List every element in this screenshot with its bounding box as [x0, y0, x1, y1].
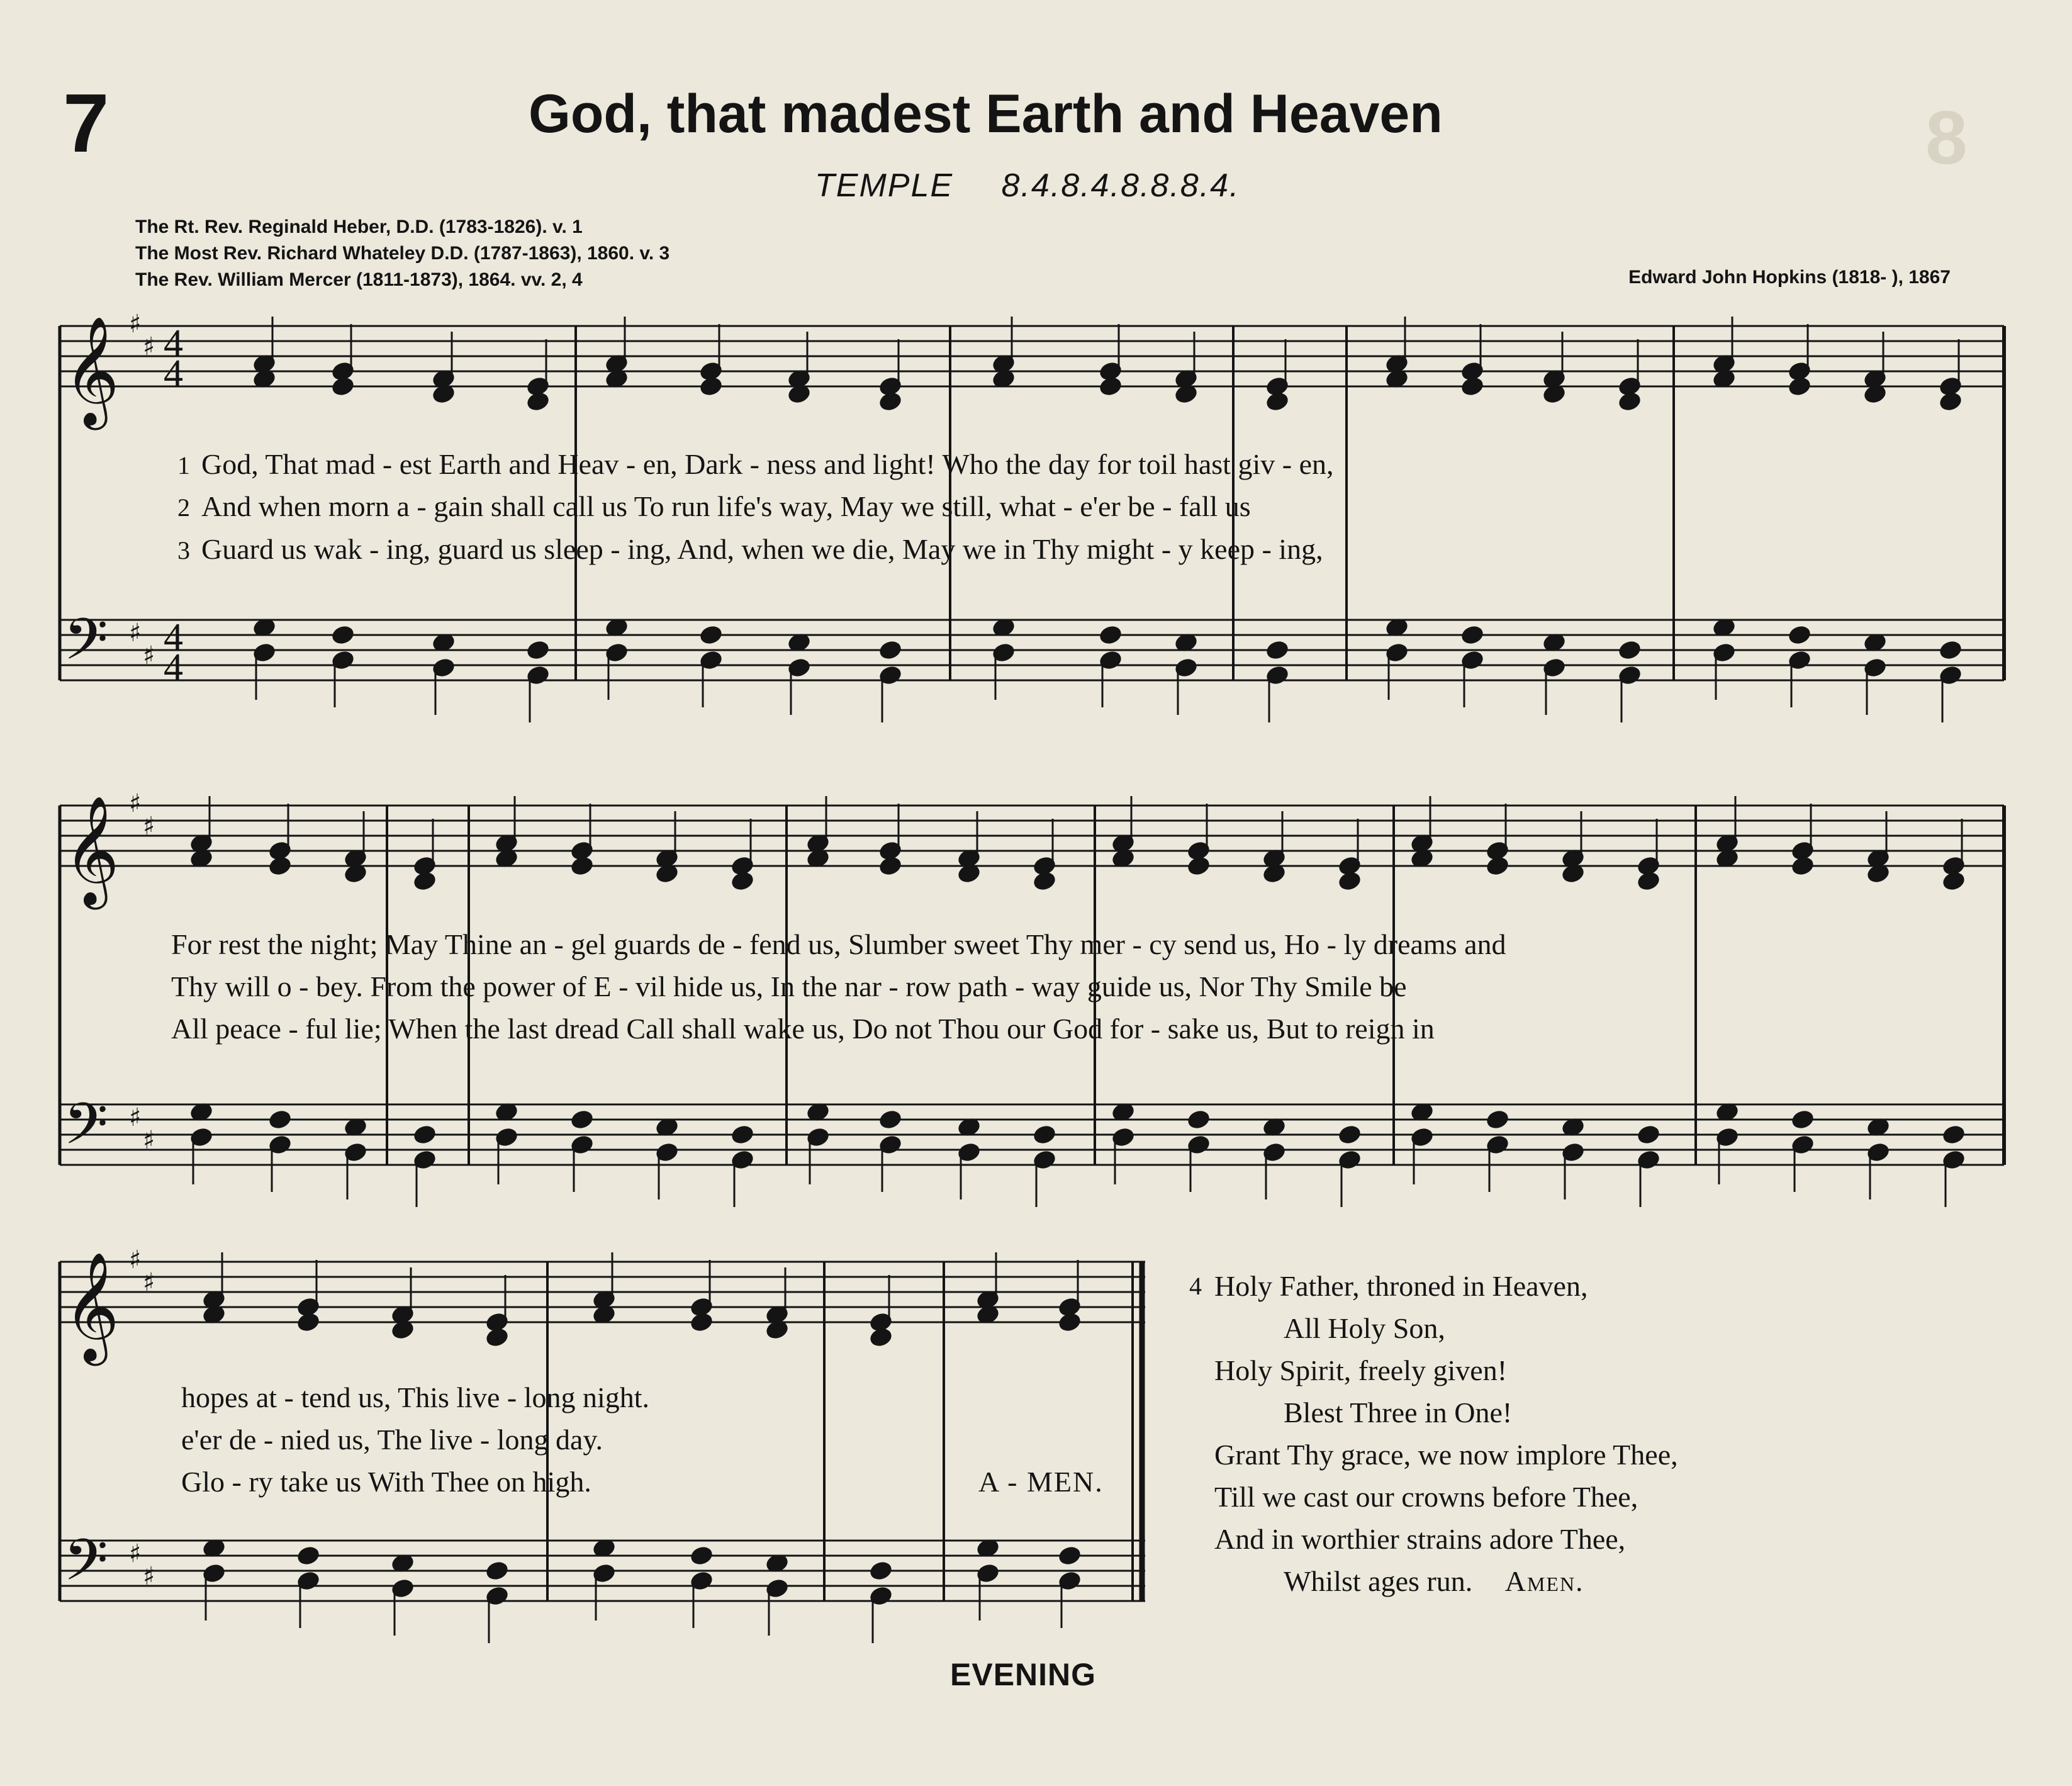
note-head: [870, 1328, 892, 1347]
note-head: [332, 626, 354, 645]
note-head: [527, 641, 549, 660]
note-head: [1338, 872, 1361, 891]
note-head: [1187, 856, 1210, 876]
note-head: [1788, 377, 1811, 396]
note-head: [1033, 872, 1056, 891]
note-head: [1942, 872, 1965, 891]
sharp-icon: ♯: [129, 1245, 142, 1274]
time-signature-bottom: 4: [164, 646, 183, 689]
stanza-line: Blest Three in One!: [1284, 1396, 1513, 1429]
note-head: [1058, 1546, 1081, 1566]
section-label: EVENING: [950, 1657, 1097, 1692]
lyric-line-s3-v3: Glo - ry take us With Thee on high.: [181, 1466, 591, 1498]
lyric-line-s3-v2: e'er de - nied us, The live - long day.: [181, 1424, 603, 1456]
sharp-icon: ♯: [143, 812, 155, 841]
note-head: [879, 641, 902, 660]
treble-clef-icon: 𝄞: [64, 1252, 120, 1361]
bleed-through-number: 8: [1925, 96, 1968, 180]
tune-meter: 8.4.8.4.8.8.8.4.: [1001, 167, 1240, 204]
note-head: [1338, 1125, 1361, 1145]
note-head: [1099, 377, 1122, 396]
note-head: [1099, 626, 1122, 645]
lyric-line-s1-v3: 3 Guard us wak - ing, guard us sleep - ing, And, when we die, May we in Thy might - y keep - ing,: [177, 533, 1323, 565]
note-head: [486, 1328, 508, 1347]
time-signature-top: 4: [164, 322, 183, 365]
treble-clef-icon: 𝄞: [64, 316, 120, 425]
time-signature-top: 4: [164, 616, 183, 659]
note-head: [1486, 1110, 1509, 1130]
note-head: [1058, 1313, 1081, 1332]
hymn-title: God, that madest Earth and Heaven: [529, 84, 1443, 144]
time-signature-bottom: 4: [164, 352, 183, 395]
note-head: [700, 377, 722, 396]
note-head: [690, 1546, 713, 1566]
note-head: [1791, 856, 1814, 876]
note-head: [269, 856, 291, 876]
sharp-icon: ♯: [143, 1126, 155, 1155]
lyric-line-s1-v1: 1 God, That mad - est Earth and Heav - en, Dark - ness and light! Who the day for toil hast giv - en,: [177, 448, 1334, 480]
note-head: [870, 1561, 892, 1581]
sharp-icon: ♯: [129, 1539, 142, 1568]
stanza-line: Grant Thy grace, we now implore Thee,: [1214, 1439, 1678, 1471]
note-head: [879, 392, 902, 412]
note-head: [1461, 626, 1484, 645]
tune-name: TEMPLE: [815, 167, 954, 204]
note-head: [879, 1110, 902, 1130]
sharp-icon: ♯: [143, 332, 155, 361]
hymn-number: 7: [63, 77, 109, 169]
note-head: [1187, 1110, 1210, 1130]
author-credit: The Most Rev. Richard Whateley D.D. (1787-1863), 1860. v. 3: [135, 243, 670, 264]
stanza-line: All Holy Son,: [1284, 1312, 1445, 1344]
note-head: [1942, 1125, 1965, 1145]
author-credit: The Rev. William Mercer (1811-1873), 1864. vv. 2, 4: [135, 269, 583, 290]
lyric-line-s1-v2: 2 And when morn a - gain shall call us To run life's way, May we still, what - e'er be - fall us: [177, 490, 1251, 522]
note-head: [690, 1313, 713, 1332]
note-head: [1618, 641, 1641, 660]
lyric-line-s2-v3: All peace - ful lie; When the last dread Call shall wake us, Do not Thou our God for - sake us, But to reign in: [171, 1013, 1435, 1045]
note-head: [1486, 856, 1509, 876]
note-head: [1637, 872, 1660, 891]
bass-clef-icon: 𝄢: [64, 606, 108, 687]
note-head: [413, 872, 436, 891]
stanza-line: And in worthier strains adore Thee,: [1214, 1523, 1626, 1555]
note-head: [1266, 641, 1289, 660]
note-head: [1618, 392, 1641, 412]
note-head: [1033, 1125, 1056, 1145]
note-head: [269, 1110, 291, 1130]
stanza-amen: Amen.: [1504, 1565, 1584, 1597]
note-head: [1637, 1125, 1660, 1145]
lyric-line-s2-v1: For rest the night; May Thine an - gel guards de - fend us, Slumber sweet Thy mer - cy send us, Ho - ly dreams and: [171, 928, 1506, 960]
stanza-4: [1189, 1265, 1678, 1602]
stanza-line: Holy Father, throned in Heaven,: [1214, 1270, 1588, 1302]
note-head: [297, 1313, 320, 1332]
bass-clef-icon: 𝄢: [64, 1527, 108, 1607]
note-head: [1939, 641, 1962, 660]
sharp-icon: ♯: [129, 789, 142, 818]
stanza-line: Holy Spirit, freely given!: [1214, 1354, 1508, 1386]
note-head: [1791, 1110, 1814, 1130]
note-head: [571, 856, 593, 876]
author-credit: The Rt. Rev. Reginald Heber, D.D. (1783-1826). v. 1: [135, 216, 583, 237]
sharp-icon: ♯: [129, 310, 142, 339]
lyric-line-s3-v1: hopes at - tend us, This live - long night.: [181, 1381, 650, 1413]
sharp-icon: ♯: [129, 619, 142, 648]
treble-clef-icon: 𝄞: [64, 795, 120, 905]
note-head: [700, 626, 722, 645]
bass-clef-icon: 𝄢: [64, 1091, 108, 1171]
note-head: [1939, 392, 1962, 412]
note-head: [297, 1546, 320, 1566]
note-head: [332, 377, 354, 396]
note-head: [731, 872, 754, 891]
sharp-icon: ♯: [143, 641, 155, 670]
composer-credit: Edward John Hopkins (1818- ), 1867: [1628, 267, 1951, 288]
note-head: [571, 1110, 593, 1130]
note-head: [413, 1125, 436, 1145]
lyric-line-s2-v2: Thy will o - bey. From the power of E - vil hide us, In the nar - row path - way guide us, Nor Thy Smile be: [171, 970, 1407, 1003]
note-head: [879, 856, 902, 876]
note-head: [1788, 626, 1811, 645]
note-head: [731, 1125, 754, 1145]
note-head: [486, 1561, 508, 1581]
note-head: [527, 392, 549, 412]
stanza-number: 4: [1189, 1272, 1202, 1300]
stanza-line: Whilst ages run. Amen.: [1284, 1565, 1584, 1597]
sharp-icon: ♯: [143, 1268, 155, 1297]
sharp-icon: ♯: [129, 1103, 142, 1132]
note-head: [1266, 392, 1289, 412]
amen-label: A - MEN.: [978, 1466, 1104, 1498]
note-head: [1461, 377, 1484, 396]
stanza-line: Till we cast our crowns before Thee,: [1214, 1481, 1638, 1513]
sharp-icon: ♯: [143, 1562, 155, 1591]
